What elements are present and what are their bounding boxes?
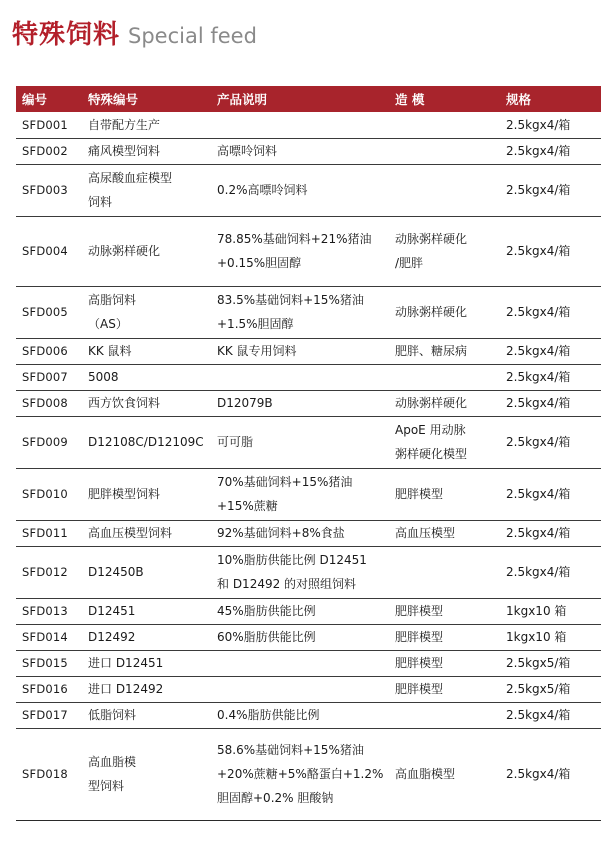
- table-row: [16, 598, 601, 624]
- table-row: [16, 728, 601, 820]
- cell-code: [82, 702, 211, 728]
- cell-code: [82, 286, 211, 338]
- cell-desc: [211, 546, 389, 598]
- cell-code-line: D12451: [88, 604, 136, 618]
- cell-model: [389, 702, 500, 728]
- cell-desc-line: 78.85%基础饲料+21%猪油: [217, 232, 372, 246]
- cell-spec: 2.5kgx4/箱: [500, 728, 601, 820]
- cell-spec: 2.5kgx4/箱: [500, 338, 601, 364]
- cell-desc: [211, 364, 389, 390]
- cell-model: [389, 546, 500, 598]
- cell-spec: 2.5kgx4/箱: [500, 112, 601, 138]
- cell-desc: [211, 650, 389, 676]
- cell-desc: [211, 624, 389, 650]
- cell-desc-line: 0.2%高嘌呤饲料: [217, 183, 308, 197]
- cell-spec: 1kgx10 箱: [500, 624, 601, 650]
- cell-code: [82, 338, 211, 364]
- cell-code-line: 高尿酸血症模型: [88, 171, 173, 185]
- cell-code-line: （AS）: [88, 317, 128, 331]
- cell-spec: 2.5kgx4/箱: [500, 546, 601, 598]
- cell-model: [389, 416, 500, 468]
- cell-id: SFD002: [16, 138, 82, 164]
- cell-code: [82, 598, 211, 624]
- table-row: [16, 286, 601, 338]
- table-row: [16, 416, 601, 468]
- title-english: Special feed: [128, 24, 257, 48]
- cell-desc: [211, 164, 389, 216]
- cell-code: [82, 364, 211, 390]
- cell-model-line: ApoE 用动脉: [395, 423, 466, 437]
- cell-code-line: 5008: [88, 370, 119, 384]
- cell-desc-line: 70%基础饲料+15%猪油: [217, 475, 353, 489]
- cell-desc-line: +20%蔗糖+5%酪蛋白+1.2%: [217, 767, 384, 781]
- cell-model-line: 肥胖模型: [395, 604, 444, 618]
- cell-model-line: 肥胖模型: [395, 630, 444, 644]
- table-row: [16, 676, 601, 702]
- cell-desc-line: 45%脂肪供能比例: [217, 604, 316, 618]
- cell-id: SFD013: [16, 598, 82, 624]
- column-header-code: 特殊编号: [82, 86, 211, 112]
- cell-id: SFD004: [16, 216, 82, 286]
- cell-model: [389, 728, 500, 820]
- cell-desc-line: 58.6%基础饲料+15%猪油: [217, 743, 364, 757]
- cell-spec: 2.5kgx4/箱: [500, 520, 601, 546]
- cell-code: [82, 520, 211, 546]
- table-row: [16, 164, 601, 216]
- cell-spec: 2.5kgx4/箱: [500, 364, 601, 390]
- cell-desc: [211, 416, 389, 468]
- cell-model-line: 肥胖模型: [395, 656, 444, 670]
- cell-code-line: 低脂饲料: [88, 708, 137, 722]
- column-header-spec: 规格: [500, 86, 601, 112]
- table-row: [16, 138, 601, 164]
- cell-id: SFD015: [16, 650, 82, 676]
- cell-model: [389, 216, 500, 286]
- table-row: [16, 364, 601, 390]
- feed-catalog-table: [16, 86, 601, 821]
- table-header-row: [16, 86, 601, 112]
- cell-code-line: 高血脂模: [88, 755, 137, 769]
- cell-id: SFD001: [16, 112, 82, 138]
- cell-desc: [211, 286, 389, 338]
- cell-model: [389, 390, 500, 416]
- cell-code-line: 饲料: [88, 195, 113, 209]
- cell-id: SFD010: [16, 468, 82, 520]
- cell-desc-line: 高嘌呤饲料: [217, 144, 278, 158]
- cell-spec: 2.5kgx4/箱: [500, 286, 601, 338]
- cell-model-line: 高血脂模型: [395, 767, 456, 781]
- cell-desc: [211, 338, 389, 364]
- table-row: [16, 520, 601, 546]
- column-header-description: 产品说明: [211, 86, 389, 112]
- cell-code-line: 进口 D12492: [88, 682, 164, 696]
- cell-code: [82, 138, 211, 164]
- cell-spec: 2.5kgx4/箱: [500, 702, 601, 728]
- cell-model-line: /肥胖: [395, 256, 424, 270]
- cell-desc-line: 92%基础饲料+8%食盐: [217, 526, 345, 540]
- column-header-id: 编号: [16, 86, 82, 112]
- cell-spec: 2.5kgx4/箱: [500, 416, 601, 468]
- cell-code: [82, 390, 211, 416]
- cell-code-line: 痛风模型饲料: [88, 144, 161, 158]
- cell-code: [82, 416, 211, 468]
- cell-desc-line: 可可脂: [217, 435, 254, 449]
- cell-model-line: 肥胖模型: [395, 682, 444, 696]
- cell-desc-line: 胆固醇+0.2% 胆酸钠: [217, 791, 334, 805]
- cell-model-line: 动脉粥样硬化: [395, 396, 468, 410]
- cell-desc: [211, 702, 389, 728]
- cell-code: [82, 650, 211, 676]
- cell-code-line: 肥胖模型饲料: [88, 487, 161, 501]
- table-row: [16, 338, 601, 364]
- cell-model: [389, 650, 500, 676]
- cell-desc-line: +15%蔗糖: [217, 499, 278, 513]
- cell-desc-line: 0.4%脂肪供能比例: [217, 708, 320, 722]
- cell-model-line: 肥胖、糖尿病: [395, 344, 468, 358]
- cell-code-line: 型饲料: [88, 779, 125, 793]
- table-row: [16, 702, 601, 728]
- cell-code-line: 动脉粥样硬化: [88, 244, 161, 258]
- table-body: [16, 112, 601, 820]
- table-row: [16, 216, 601, 286]
- cell-desc-line: 83.5%基础饲料+15%猪油: [217, 293, 364, 307]
- cell-id: SFD008: [16, 390, 82, 416]
- cell-code-line: 西方饮食饲料: [88, 396, 161, 410]
- cell-model-line: 动脉粥样硬化: [395, 305, 468, 319]
- cell-code: [82, 728, 211, 820]
- title-chinese: 特殊饲料: [12, 20, 121, 50]
- cell-id: SFD017: [16, 702, 82, 728]
- cell-model: [389, 468, 500, 520]
- page-title: [12, 14, 257, 54]
- cell-id: SFD005: [16, 286, 82, 338]
- cell-id: SFD009: [16, 416, 82, 468]
- cell-desc: [211, 112, 389, 138]
- cell-code: [82, 624, 211, 650]
- cell-desc-line: KK 鼠专用饲料: [217, 344, 297, 358]
- cell-spec: 1kgx10 箱: [500, 598, 601, 624]
- cell-code-line: D12492: [88, 630, 136, 644]
- cell-model: [389, 164, 500, 216]
- cell-code-line: 进口 D12451: [88, 656, 164, 670]
- cell-desc-line: +1.5%胆固醇: [217, 317, 294, 331]
- cell-model-line: 高血压模型: [395, 526, 456, 540]
- table-row: [16, 112, 601, 138]
- cell-desc: [211, 728, 389, 820]
- cell-model: [389, 338, 500, 364]
- cell-model: [389, 624, 500, 650]
- cell-code-line: 高血压模型饲料: [88, 526, 173, 540]
- cell-desc-line: 和 D12492 的对照组饲料: [217, 577, 357, 591]
- cell-id: SFD003: [16, 164, 82, 216]
- cell-desc: [211, 216, 389, 286]
- cell-code: [82, 164, 211, 216]
- cell-id: SFD014: [16, 624, 82, 650]
- cell-id: SFD012: [16, 546, 82, 598]
- cell-id: SFD006: [16, 338, 82, 364]
- cell-code-line: D12450B: [88, 565, 144, 579]
- cell-code: [82, 112, 211, 138]
- cell-code-line: 高脂饲料: [88, 293, 137, 307]
- cell-model: [389, 364, 500, 390]
- cell-code: [82, 546, 211, 598]
- cell-spec: 2.5kgx4/箱: [500, 216, 601, 286]
- cell-model: [389, 286, 500, 338]
- cell-code: [82, 676, 211, 702]
- cell-desc: [211, 676, 389, 702]
- column-header-model: 造 模: [389, 86, 500, 112]
- cell-code-line: D12108C/D12109C: [88, 435, 204, 449]
- cell-model: [389, 112, 500, 138]
- cell-model: [389, 520, 500, 546]
- cell-spec: 2.5kgx4/箱: [500, 164, 601, 216]
- cell-spec: 2.5kgx4/箱: [500, 390, 601, 416]
- cell-desc: [211, 138, 389, 164]
- cell-code-line: KK 鼠料: [88, 344, 132, 358]
- cell-id: SFD016: [16, 676, 82, 702]
- cell-desc: [211, 598, 389, 624]
- cell-id: SFD007: [16, 364, 82, 390]
- cell-desc: [211, 390, 389, 416]
- cell-model: [389, 138, 500, 164]
- table-row: [16, 624, 601, 650]
- cell-id: SFD018: [16, 728, 82, 820]
- table-row: [16, 546, 601, 598]
- cell-desc: [211, 468, 389, 520]
- table-row: [16, 650, 601, 676]
- cell-model: [389, 676, 500, 702]
- cell-spec: 2.5kgx5/箱: [500, 650, 601, 676]
- cell-spec: 2.5kgx4/箱: [500, 138, 601, 164]
- cell-desc-line: 60%脂肪供能比例: [217, 630, 316, 644]
- cell-spec: 2.5kgx5/箱: [500, 676, 601, 702]
- cell-code: [82, 468, 211, 520]
- cell-desc-line: 10%脂肪供能比例 D12451: [217, 553, 367, 567]
- cell-desc: [211, 520, 389, 546]
- cell-desc-line: D12079B: [217, 396, 273, 410]
- cell-spec: 2.5kgx4/箱: [500, 468, 601, 520]
- cell-model-line: 粥样硬化模型: [395, 447, 468, 461]
- cell-model-line: 动脉粥样硬化: [395, 232, 468, 246]
- cell-code-line: 自带配方生产: [88, 117, 161, 132]
- table-row: [16, 390, 601, 416]
- cell-model-line: 肥胖模型: [395, 487, 444, 501]
- table-row: [16, 468, 601, 520]
- cell-model: [389, 598, 500, 624]
- cell-id: SFD011: [16, 520, 82, 546]
- cell-desc-line: +0.15%胆固醇: [217, 256, 302, 270]
- cell-code: [82, 216, 211, 286]
